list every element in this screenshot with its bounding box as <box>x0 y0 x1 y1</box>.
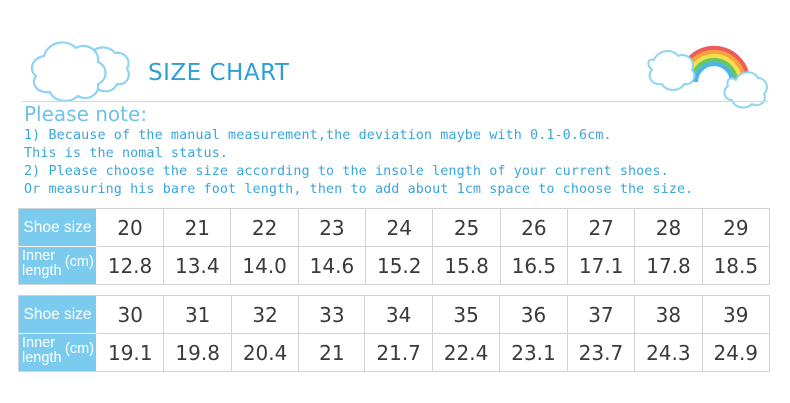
table-cell: 29 <box>703 209 769 247</box>
table-cell: 31 <box>164 296 231 334</box>
note-line: This is the nomal status. <box>24 146 229 161</box>
row-label-inner-length <box>19 334 97 371</box>
table-cell: 24.9 <box>713 340 759 365</box>
row-label-length: length <box>22 350 62 366</box>
table-cell: 16.5 <box>501 247 568 284</box>
table-cell: 26 <box>501 209 568 247</box>
table-cell: 22.4 <box>433 334 500 371</box>
row-label-unit: (cm) <box>64 254 94 270</box>
table-cell: 19.1 <box>97 334 164 371</box>
row-label-shoe-size: Shoe size <box>19 209 97 247</box>
row-label-inner: Inner <box>22 335 56 351</box>
page-title: SIZE CHART <box>148 60 290 86</box>
table-cell: 17.8 <box>635 247 702 284</box>
table-cell: 33 <box>299 296 365 334</box>
note-line: Or measuring his bare foot length, then to add about 1cm space to choose the size. <box>24 182 694 197</box>
table-cell: 21 <box>164 209 231 247</box>
row-label-length: length <box>22 263 62 279</box>
size-table <box>18 208 770 285</box>
cloud-icon <box>22 32 130 108</box>
table-cell: 23.7 <box>568 334 635 371</box>
table-cell: 37 <box>568 296 635 334</box>
table-row-shoe-size <box>19 209 769 247</box>
row-label-shoe-size: Shoe size <box>19 296 97 334</box>
table-cell: 34 <box>365 296 432 334</box>
table-cell: 20 <box>97 209 164 247</box>
table-cell: 36 <box>500 296 567 334</box>
table-row-shoe-size <box>19 296 769 334</box>
row-label-inner-length <box>19 247 97 284</box>
table-cell: 15.2 <box>366 247 433 284</box>
row-label-unit: (cm) <box>65 341 95 357</box>
rainbow-cloud-icon <box>640 30 770 110</box>
table-cell: 12.8 <box>97 247 164 284</box>
table-cell: 27 <box>568 209 635 247</box>
table-cell: 19.8 <box>164 334 231 371</box>
note-line: 1) Because of the manual measurement,the deviation maybe with 0.1-0.6cm. <box>24 128 612 143</box>
table-cell: 20.4 <box>232 334 299 371</box>
table-cell: 23 <box>299 209 366 247</box>
table-cell: 21.7 <box>365 334 432 371</box>
table-row-inner-length <box>19 247 769 284</box>
table-cell: 24.3 <box>635 334 702 371</box>
table-cell: 39 <box>703 296 769 334</box>
table-cell: 14.6 <box>299 247 366 284</box>
table-cell: 21 <box>299 334 365 371</box>
row-label-inner: Inner <box>22 248 56 264</box>
table-cell: 30 <box>97 296 164 334</box>
note-line: 2) Please choose the size according to the insole length of your current shoes. <box>24 164 669 179</box>
table-cell: 14.0 <box>231 247 298 284</box>
table-cell: 32 <box>232 296 299 334</box>
note-heading: Please note: <box>24 102 148 126</box>
table-cell: 24 <box>366 209 433 247</box>
table-cell: 35 <box>433 296 500 334</box>
table-cell: 28 <box>635 209 702 247</box>
table-row-inner-length <box>19 334 769 371</box>
table-cell: 17.1 <box>568 247 635 284</box>
table-cell: 38 <box>635 296 702 334</box>
table-cell: 15.8 <box>433 247 500 284</box>
table-cell: 22 <box>231 209 298 247</box>
table-cell: 18.5 <box>713 253 759 278</box>
size-table <box>18 295 770 372</box>
table-cell: 23.1 <box>500 334 567 371</box>
table-cell: 13.4 <box>164 247 231 284</box>
table-cell: 25 <box>433 209 500 247</box>
